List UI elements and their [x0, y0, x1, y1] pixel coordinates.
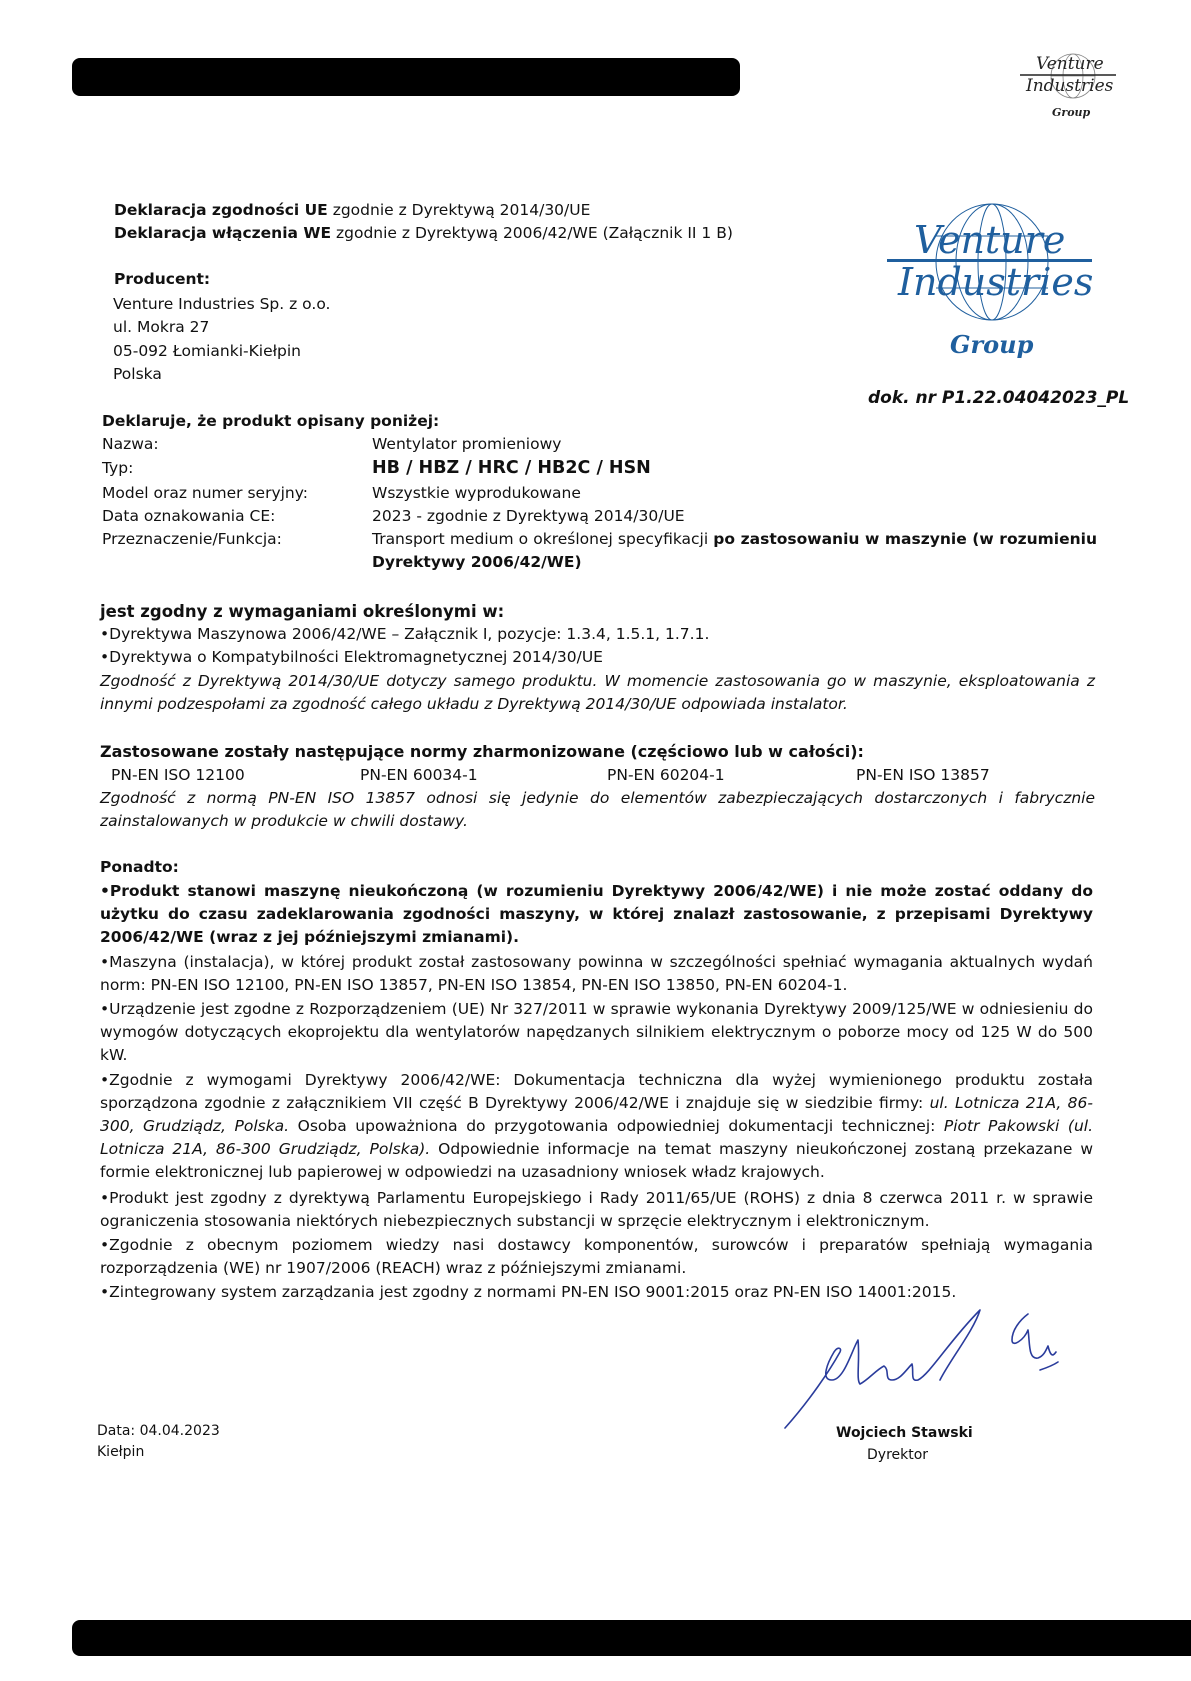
spec-value-purpose [372, 528, 1097, 574]
standard-item: PN-EN ISO 13857 [856, 766, 990, 784]
signer-title: Dyrektor [867, 1447, 929, 1463]
producer-line: 05-092 Łomianki-Kiełpin [113, 342, 302, 360]
issue-place: Kiełpin [97, 1444, 145, 1460]
top-redaction-bar [72, 58, 740, 96]
moreover-p4-person: Piotr Pakowski (ul. Lotnicza 21A, 86-300 Grudziądz, Polska). [100, 1117, 1094, 1158]
declaration-title-2 [114, 222, 733, 245]
logo-large [882, 196, 1102, 366]
logo-large-line3: Group [950, 330, 1034, 359]
declaration-title-1-rest: zgodnie z Dyrektywą 2014/30/UE [327, 201, 591, 219]
declares-heading: Deklaruje, że produkt opisany poniżej: [102, 412, 440, 430]
producer-line: Venture Industries Sp. z o.o. [113, 295, 331, 313]
compliance-item: •Dyrektywa Maszynowa 2006/42/WE – Załącznik I, pozycje: 1.3.4, 1.5.1, 1.7.1. [100, 625, 710, 643]
document-number: dok. nr P1.22.04042023_PL [868, 388, 1130, 408]
bottom-redaction-bar [72, 1620, 1191, 1656]
spec-value: Wentylator promieniowy [372, 435, 562, 453]
compliance-item: •Dyrektywa o Kompatybilności Elektromagnetycznej 2014/30/UE [100, 648, 603, 666]
moreover-paragraph-4 [100, 1069, 1093, 1184]
spec-row-name [102, 433, 1102, 456]
spec-value-type: HB / HBZ / HRC / HB2C / HSN [372, 458, 651, 478]
spec-row-purpose [102, 528, 1102, 574]
moreover-paragraph-6: •Zgodnie z obecnym poziomem wiedzy nasi dostawcy komponentów, surowców i preparatów spełniają wymagania rozporządzenia (WE) nr 1907/2006 (REACH) wraz z późniejszymi zmianami. [100, 1236, 1093, 1277]
moreover-paragraph-7: •Zintegrowany system zarządzania jest zgodny z normami PN-EN ISO 9001:2015 oraz PN-EN ISO 14001:2015. [100, 1283, 957, 1301]
spec-value-purpose-b: po zastosowaniu w maszynie (w rozumieniu Dyrektywy 2006/42/WE) [372, 530, 1098, 571]
spec-value: 2023 - zgodnie z Dyrektywą 2014/30/UE [372, 507, 685, 525]
moreover-heading: Ponadto: [100, 858, 179, 876]
moreover-paragraph-3: •Urządzenie jest zgodne z Rozporządzeniem (UE) Nr 327/2011 w sprawie wykonania Dyrektywy 2009/125/WE w odniesieniu do wymogów dotyczących ekoprojektu dla wentylatorów napędzanych silnikiem elektrycznym o poborze mocy od 125 W do 500 kW. [100, 1000, 1093, 1064]
declaration-title-1-bold: Deklaracja zgodności UE [114, 201, 328, 219]
moreover-paragraph-2: •Maszyna (instalacja), w której produkt został zastosowany powinna w szczególności spełniać wymagania aktualnych wydań norm: PN-EN ISO 12100, PN-EN ISO 13857, PN-EN ISO 13854, PN-EN ISO 13850, PN-EN 60204-1. [100, 953, 1093, 994]
spec-value-purpose-a: Transport medium o określonej specyfikacji [372, 530, 714, 548]
moreover-p4-e: Odpowiednie informacje na temat maszyny nieukończonej zostaną przekazane w formie elektronicznej lub papierowej w odpowiedzi na uzasadniony wniosek władz krajowych. [100, 1140, 1094, 1181]
declaration-title-1 [114, 199, 590, 222]
standard-item: PN-EN ISO 12100 [111, 766, 245, 784]
spec-label: Przeznaczenie/Funkcja: [102, 530, 282, 548]
standard-item: PN-EN 60034-1 [360, 766, 478, 784]
spec-label: Data oznakowania CE: [102, 507, 276, 525]
compliance-note: Zgodność z Dyrektywą 2014/30/UE dotyczy samego produktu. W momencie zastosowania go w maszynie, eksploatowania z innymi podzespołami za zgodność całego układu z Dyrektywą 2014/30/UE odpowiada instalator. [100, 672, 1095, 713]
moreover-p4-address: ul. Lotnicza 21A, 86-300, Grudziądz, Polska. [100, 1094, 1093, 1135]
producer-line: Polska [113, 365, 162, 383]
logo-small-line3: Group [1052, 106, 1091, 119]
producer-line: ul. Mokra 27 [113, 318, 210, 336]
spec-row-type [102, 457, 1102, 480]
standards-list [0, 764, 1191, 787]
logo-small-line2: Industries [1026, 76, 1114, 96]
moreover-p4-c: Osoba upoważniona do przygotowania odpowiedniej dokumentacji technicznej: [289, 1117, 944, 1135]
standards-heading: Zastosowane zostały następujące normy zharmonizowane (częściowo lub w całości): [100, 742, 864, 761]
compliance-heading: jest zgodny z wymaganiami określonymi w: [100, 602, 505, 621]
declaration-title-2-bold: Deklaracja włączenia WE [114, 224, 332, 242]
logo-small-line1: Venture [1036, 54, 1104, 74]
producer-label: Producent: [114, 270, 211, 288]
signer-name: Wojciech Stawski [836, 1425, 973, 1441]
issue-date: Data: 04.04.2023 [97, 1423, 220, 1439]
spec-label: Nazwa: [102, 435, 159, 453]
standard-item: PN-EN 60204-1 [607, 766, 725, 784]
moreover-paragraph-1: •Produkt stanowi maszynę nieukończoną (w rozumieniu Dyrektywy 2006/42/WE) i nie może zostać oddany do użytku do czasu zadeklarowania zgodności maszyny, w której znalazł zastosowanie, z przepisami Dyrektywy 2006/42/WE (wraz z jej późniejszymi zmianami). [100, 882, 1093, 946]
logo-large-line2: Industries [898, 260, 1094, 304]
logo-small [1016, 44, 1116, 124]
standards-note: Zgodność z normą PN-EN ISO 13857 odnosi się jedynie do elementów zabezpieczających dostarczonych i fabrycznie zainstalowanych w produkcie w chwili dostawy. [100, 789, 1095, 830]
declaration-title-2-rest: zgodnie z Dyrektywą 2006/42/WE (Załącznik II 1 B) [331, 224, 733, 242]
moreover-paragraph-5: •Produkt jest zgodny z dyrektywą Parlamentu Europejskiego i Rady 2011/65/UE (ROHS) z dnia 8 czerwca 2011 r. w sprawie ograniczenia stosowania niektórych niebezpiecznych substancji w sprzęcie elektrycznym i elektronicznym. [100, 1189, 1093, 1230]
spec-row-model [102, 482, 1102, 505]
logo-large-line1: Venture [914, 218, 1066, 262]
moreover-p4-a: •Zgodnie z wymogami Dyrektywy 2006/42/WE: Dokumentacja techniczna dla wyżej wymienionego produktu została sporządzona zgodnie z załącznikiem VII część B Dyrektywy 2006/42/WE i znajduje się w siedzibie firmy: [100, 1071, 1093, 1112]
spec-value: Wszystkie wyprodukowane [372, 484, 581, 502]
spec-label: Model oraz numer seryjny: [102, 484, 309, 502]
spec-label: Typ: [102, 459, 134, 477]
spec-row-ce-date [102, 505, 1102, 528]
